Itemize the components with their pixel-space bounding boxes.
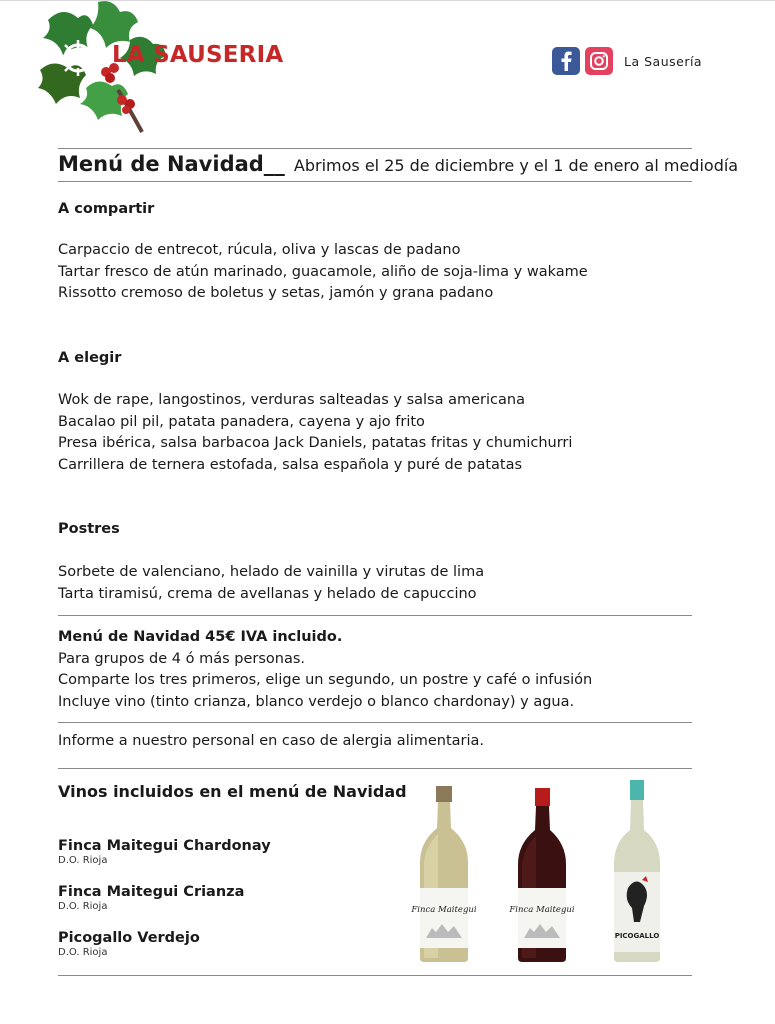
bottle-label: Finca Maitegui bbox=[411, 905, 477, 915]
wine-item bbox=[58, 930, 200, 958]
allergy-note: Informe a nuestro personal en caso de alergia alimentaria. bbox=[58, 733, 485, 749]
section-heading-a-elegir: A elegir bbox=[58, 350, 122, 366]
instagram-icon[interactable] bbox=[585, 47, 613, 75]
wines-title: Vinos incluidos en el menú de Navidad bbox=[58, 782, 407, 801]
wine-item bbox=[58, 838, 271, 866]
divider bbox=[58, 615, 692, 616]
menu-item: Wok de rape, langostinos, verduras salteadas y salsa americana bbox=[58, 392, 525, 408]
menu-item: Carrillera de ternera estofada, salsa española y puré de patatas bbox=[58, 456, 523, 473]
menu-subtitle: Abrimos el 25 de diciembre y el 1 de enero al mediodía bbox=[293, 156, 739, 175]
social-label[interactable]: La Sausería bbox=[624, 53, 703, 69]
menu-item: Bacalao pil pil, patata panadera, cayena y ajo frito bbox=[58, 413, 425, 430]
price-info bbox=[58, 627, 592, 713]
section-heading-a-compartir: A compartir bbox=[58, 201, 155, 217]
divider bbox=[58, 181, 692, 182]
menu-item: Presa ibérica, salsa barbacoa Jack Daniels, patatas fritas y chumichurri bbox=[58, 435, 573, 451]
section-heading-postres: Postres bbox=[58, 521, 120, 537]
wine-origin: D.O. Rioja bbox=[58, 901, 108, 912]
price-line: Comparte los tres primeros, elige un segundo, un postre y café o infusión bbox=[58, 672, 593, 688]
divider bbox=[58, 768, 692, 769]
bottle-label: PICOGALLO bbox=[614, 932, 660, 940]
wine-origin: D.O. Rioja bbox=[58, 855, 108, 866]
bottle-crianza bbox=[508, 788, 574, 962]
menu-item: Rissotto cremoso de boletus y setas, jamón y grana padano bbox=[58, 285, 494, 301]
social-links bbox=[552, 47, 702, 75]
menu-item: Tartar fresco de atún marinado, guacamole, aliño de soja-lima y wakame bbox=[58, 263, 588, 280]
section-items-postres bbox=[58, 562, 484, 605]
price-line: Para grupos de 4 ó más personas. bbox=[58, 650, 306, 667]
wine-name: Finca Maitegui Crianza bbox=[58, 884, 245, 900]
menu-title bbox=[58, 152, 738, 176]
bottle-picogallo bbox=[614, 780, 660, 962]
menu-item: Sorbete de valenciano, helado de vainilla y virutas de lima bbox=[58, 564, 485, 580]
wine-item bbox=[58, 884, 244, 912]
wine-name: Picogallo Verdejo bbox=[58, 930, 200, 946]
menu-item: Carpaccio de entrecot, rúcula, oliva y lascas de padano bbox=[58, 242, 461, 258]
section-items-a-elegir bbox=[58, 390, 572, 476]
facebook-icon[interactable] bbox=[552, 47, 580, 75]
section-items-a-compartir bbox=[58, 240, 588, 305]
wine-name: Finca Maitegui Chardonay bbox=[58, 838, 271, 854]
divider bbox=[58, 975, 692, 976]
logo-mark-icon bbox=[58, 38, 98, 78]
menu-item: Tarta tiramisú, crema de avellanas y helado de capuccino bbox=[58, 585, 477, 602]
bottle-label: Finca Maitegui bbox=[509, 905, 575, 915]
wine-origin: D.O. Rioja bbox=[58, 947, 108, 958]
price-headline: Menú de Navidad 45€ IVA incluido. bbox=[58, 629, 343, 645]
wine-bottles-image bbox=[404, 776, 694, 966]
bottle-chardonay bbox=[410, 786, 476, 962]
price-line: Incluye vino (tinto crianza, blanco verdejo o blanco chardonay) y agua. bbox=[58, 693, 575, 710]
menu-title-text: Menú de Navidad__ bbox=[58, 152, 285, 176]
divider bbox=[58, 722, 692, 723]
brand-name: LA SAUSERIA bbox=[112, 42, 284, 68]
divider bbox=[58, 148, 692, 149]
